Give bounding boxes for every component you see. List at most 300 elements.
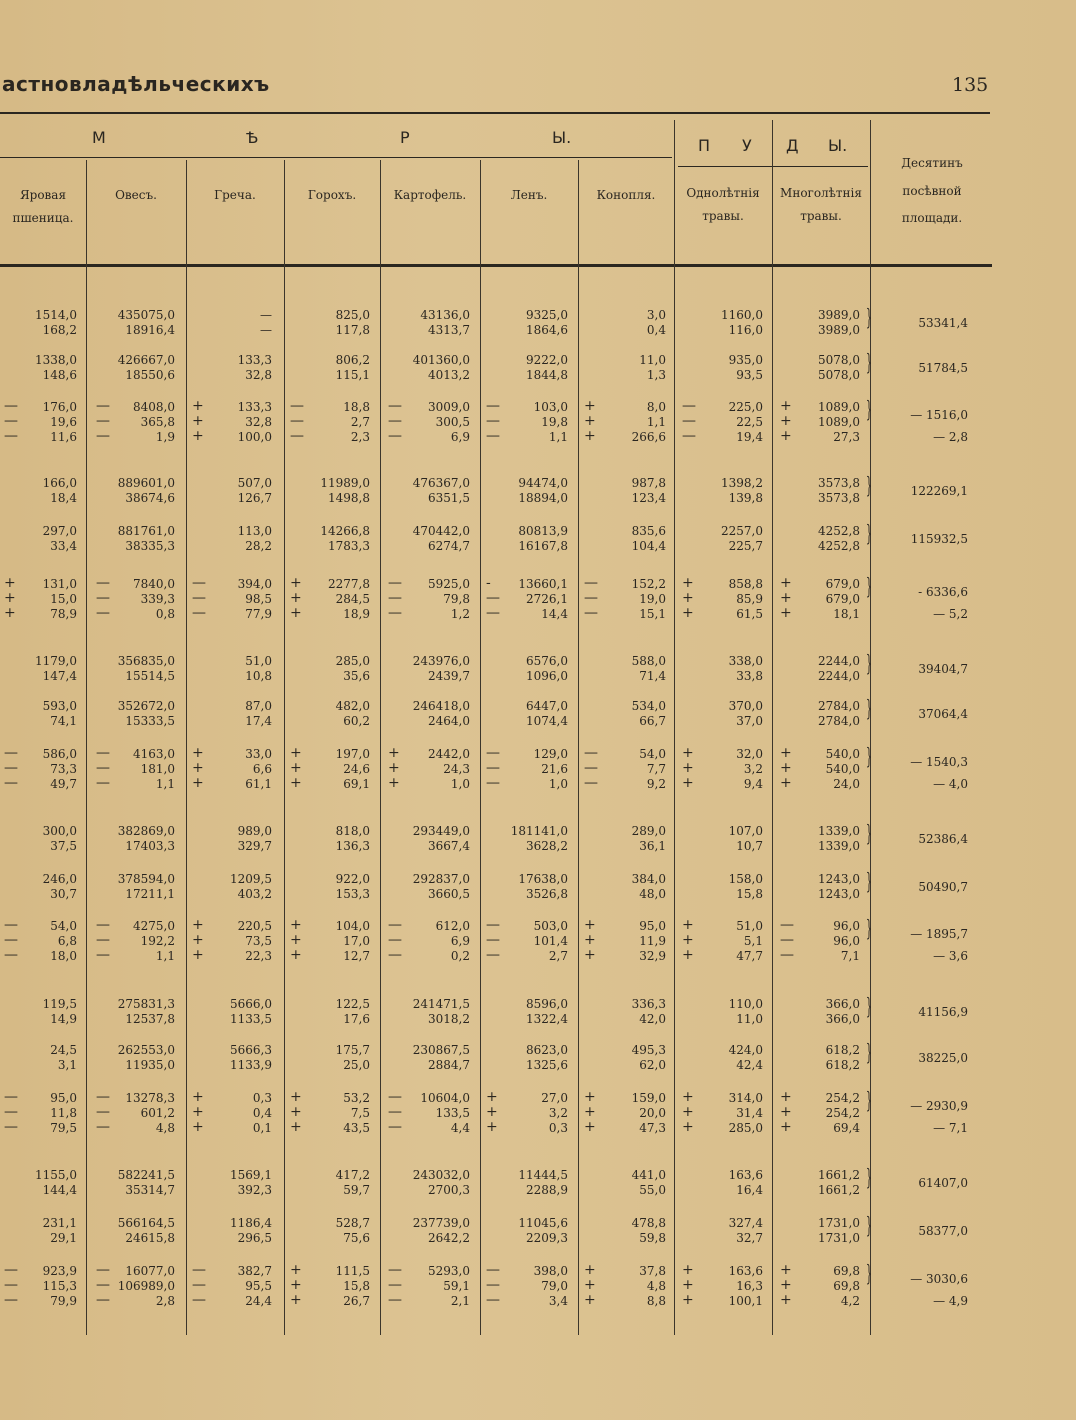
sign-mark: —	[780, 947, 794, 963]
table-cell: 403,2	[237, 887, 272, 901]
table-cell: 18,4	[50, 491, 77, 505]
brace-mark: }	[865, 822, 873, 847]
sign-mark: +	[192, 760, 204, 776]
table-cell: 15333,5	[125, 714, 175, 728]
sign-mark: —	[96, 917, 110, 933]
sign-mark: +	[780, 1262, 792, 1278]
table-cell: 59,8	[639, 1231, 666, 1245]
area-cell: 51784,5	[918, 361, 968, 375]
sign-mark: +	[192, 775, 204, 791]
table-cell: 16,4	[736, 1183, 763, 1197]
table-cell: 1,9	[155, 430, 175, 444]
table-cell: 6,6	[252, 762, 272, 776]
column-header-6: Ленъ.	[510, 188, 548, 202]
sign-mark: +	[584, 1277, 596, 1293]
page-number: 135	[952, 74, 989, 96]
sign-mark: —	[584, 605, 598, 621]
area-cell: — 1540,3	[910, 755, 968, 769]
sign-mark: +	[584, 1262, 596, 1278]
sign-mark: —	[486, 775, 500, 791]
table-cell: 2244,0	[818, 669, 860, 683]
table-cell: 336,3	[631, 997, 666, 1011]
table-cell: 3660,5	[428, 887, 470, 901]
table-cell: 601,2	[140, 1106, 175, 1120]
table-cell: 11,0	[736, 1012, 763, 1026]
area-cell: 61407,0	[918, 1176, 968, 1190]
table-cell: 8623,0	[526, 1043, 568, 1057]
table-cell: 12,7	[343, 949, 370, 963]
sign-mark: —	[192, 575, 206, 591]
table-cell: 825,0	[335, 308, 370, 322]
table-cell: 163,6	[728, 1264, 763, 1278]
brace-mark: }	[865, 1262, 873, 1287]
sign-mark: +	[584, 413, 596, 429]
table-cell: 5666,0	[230, 997, 272, 1011]
sign-mark: +	[682, 1104, 694, 1120]
table-cell: 11,6	[50, 430, 77, 444]
table-cell: 1514,0	[35, 308, 77, 322]
table-cell: 73,5	[245, 934, 272, 948]
sign-mark: +	[4, 590, 16, 606]
table-cell: 1,1	[548, 430, 568, 444]
sign-mark: +	[780, 1292, 792, 1308]
table-cell: 6,9	[450, 430, 470, 444]
table-cell: 1,1	[155, 777, 175, 791]
sign-mark: —	[388, 1104, 402, 1120]
table-cell: 18,1	[833, 607, 860, 621]
table-cell: 923,9	[42, 1264, 77, 1278]
area-cell: — 2930,9	[910, 1099, 968, 1113]
group-header-yat: Ѣ	[246, 128, 259, 147]
table-cell: 33,4	[50, 539, 77, 553]
table-cell: 9222,0	[526, 353, 568, 367]
table-cell: 1,0	[548, 777, 568, 791]
table-cell: 1864,6	[526, 323, 568, 337]
table-cell: 7,7	[646, 762, 666, 776]
sign-mark: +	[780, 428, 792, 444]
table-cell: 17,0	[343, 934, 370, 948]
table-cell: 94474,0	[518, 476, 568, 490]
table-cell: 284,5	[335, 592, 370, 606]
table-cell: 352672,0	[117, 699, 175, 713]
table-cell: 62,0	[639, 1058, 666, 1072]
table-cell: 1339,0	[818, 824, 860, 838]
table-cell: 618,2	[825, 1043, 860, 1057]
sign-mark: +	[682, 760, 694, 776]
table-cell: 147,4	[42, 669, 77, 683]
column-header-9: Многолѣтнія травы.	[780, 186, 862, 223]
table-cell: 426667,0	[117, 353, 175, 367]
poods-header-rule	[678, 166, 868, 167]
table-cell: 66,7	[639, 714, 666, 728]
table-cell: 417,2	[335, 1168, 370, 1182]
table-cell: 15,0	[50, 592, 77, 606]
sign-mark: —	[388, 398, 402, 414]
table-cell: 7,5	[350, 1106, 370, 1120]
table-cell: 22,5	[736, 415, 763, 429]
table-cell: 7,1	[840, 949, 860, 963]
area-cell: — 7,1	[933, 1121, 968, 1135]
table-cell: 262553,0	[117, 1043, 175, 1057]
sign-mark: +	[682, 575, 694, 591]
table-cell: 5666,3	[230, 1043, 272, 1057]
sign-mark: -	[486, 575, 491, 591]
sign-mark: +	[780, 590, 792, 606]
sign-mark: —	[96, 605, 110, 621]
area-cell: 38225,0	[918, 1051, 968, 1065]
sign-mark: +	[486, 1089, 498, 1105]
table-cell: 24,0	[833, 777, 860, 791]
table-cell: 20,0	[639, 1106, 666, 1120]
table-cell: 1661,2	[818, 1168, 860, 1182]
sign-mark: +	[682, 1292, 694, 1308]
sign-mark: +	[780, 1104, 792, 1120]
sign-mark: —	[584, 590, 598, 606]
table-cell: 0,1	[252, 1121, 272, 1135]
table-cell: 31,4	[736, 1106, 763, 1120]
table-cell: 9325,0	[526, 308, 568, 322]
table-cell: 24,4	[245, 1294, 272, 1308]
table-cell: 378594,0	[117, 872, 175, 886]
table-cell: 18,9	[343, 607, 370, 621]
sign-mark: +	[290, 745, 302, 761]
table-cell: 392,3	[237, 1183, 272, 1197]
area-cell: — 3,6	[933, 949, 968, 963]
sign-mark: —	[486, 1277, 500, 1293]
sign-mark: —	[290, 398, 304, 414]
brace-mark: }	[865, 522, 873, 547]
table-cell: 16167,8	[518, 539, 568, 553]
sign-mark: —	[192, 1277, 206, 1293]
table-cell: 6274,7	[428, 539, 470, 553]
sign-mark: +	[192, 398, 204, 414]
table-cell: 59,7	[343, 1183, 370, 1197]
sign-mark: —	[486, 605, 500, 621]
table-cell: 2784,0	[818, 714, 860, 728]
table-cell: 0,8	[155, 607, 175, 621]
column-divider	[870, 120, 871, 1335]
table-cell: 33,8	[736, 669, 763, 683]
table-cell: 3,1	[57, 1058, 77, 1072]
table-cell: 12537,8	[125, 1012, 175, 1026]
sign-mark: —	[584, 775, 598, 791]
sign-mark: —	[96, 590, 110, 606]
table-cell: 1322,4	[526, 1012, 568, 1026]
sign-mark: +	[682, 775, 694, 791]
column-divider	[380, 160, 381, 1335]
poods-header-p: П	[698, 136, 711, 155]
sign-mark: +	[290, 1277, 302, 1293]
table-cell: 588,0	[631, 654, 666, 668]
sign-mark: +	[584, 917, 596, 933]
table-cell: 10604,0	[420, 1091, 470, 1105]
sign-mark: —	[388, 575, 402, 591]
table-cell: 225,7	[728, 539, 763, 553]
table-cell: 15,1	[639, 607, 666, 621]
table-cell: 338,0	[728, 654, 763, 668]
table-cell: 2288,9	[526, 1183, 568, 1197]
sign-mark: —	[388, 947, 402, 963]
table-cell: 60,2	[343, 714, 370, 728]
group-header-rule	[0, 157, 672, 158]
table-cell: 1398,2	[721, 476, 763, 490]
table-cell: 679,0	[825, 577, 860, 591]
table-cell: 4275,0	[133, 919, 175, 933]
table-cell: 11444,5	[518, 1168, 568, 1182]
sign-mark: —	[486, 413, 500, 429]
table-cell: 24,5	[50, 1043, 77, 1057]
table-cell: 61,1	[245, 777, 272, 791]
sign-mark: —	[4, 413, 18, 429]
sign-mark: +	[780, 775, 792, 791]
sign-mark: —	[4, 1089, 18, 1105]
sign-mark: +	[780, 745, 792, 761]
brace-mark: }	[865, 1089, 873, 1114]
column-divider	[772, 120, 773, 1335]
table-cell: 33,0	[245, 747, 272, 761]
table-cell: —	[260, 323, 272, 337]
table-cell: 32,8	[245, 368, 272, 382]
table-cell: 47,7	[736, 949, 763, 963]
area-cell: 52386,4	[918, 832, 968, 846]
sign-mark: —	[192, 1292, 206, 1308]
table-cell: 35314,7	[125, 1183, 175, 1197]
table-cell: 3667,4	[428, 839, 470, 853]
area-cell: — 3030,6	[910, 1272, 968, 1286]
table-cell: 49,7	[50, 777, 77, 791]
table-cell: 80813,9	[518, 524, 568, 538]
table-cell: 503,0	[533, 919, 568, 933]
table-cell: 95,5	[245, 1279, 272, 1293]
table-cell: 11989,0	[320, 476, 370, 490]
group-header-y: Ы.	[552, 128, 572, 147]
table-cell: 1,1	[155, 949, 175, 963]
table-cell: 148,6	[42, 368, 77, 382]
poods-header-y: Ы.	[828, 136, 848, 155]
table-cell: 1339,0	[818, 839, 860, 853]
table-cell: 55,0	[639, 1183, 666, 1197]
sign-mark: +	[780, 575, 792, 591]
table-cell: 73,3	[50, 762, 77, 776]
sign-mark: +	[682, 745, 694, 761]
column-header-10: Десятинъ посѣвной площади.	[901, 156, 963, 226]
brace-mark: }	[865, 398, 873, 423]
table-cell: 25,0	[343, 1058, 370, 1072]
column-header-8: Однолѣтнія травы.	[686, 186, 760, 223]
sign-mark: +	[584, 398, 596, 414]
brace-mark: }	[865, 1041, 873, 1066]
sign-mark: —	[780, 917, 794, 933]
table-cell: 2442,0	[428, 747, 470, 761]
table-cell: 19,6	[50, 415, 77, 429]
table-cell: 101,4	[533, 934, 568, 948]
sign-mark: —	[388, 605, 402, 621]
table-cell: 113,0	[237, 524, 272, 538]
area-cell: 53341,4	[918, 316, 968, 330]
sign-mark: —	[96, 575, 110, 591]
column-divider	[674, 120, 675, 1335]
table-cell: 123,4	[631, 491, 666, 505]
column-divider	[578, 160, 579, 1335]
table-cell: 2,3	[350, 430, 370, 444]
sign-mark: —	[486, 760, 500, 776]
table-cell: 36,1	[639, 839, 666, 853]
sign-mark: —	[96, 1277, 110, 1293]
brace-mark: }	[865, 474, 873, 499]
table-cell: 176,0	[42, 400, 77, 414]
table-cell: 476367,0	[412, 476, 470, 490]
area-cell: 122269,1	[910, 484, 968, 498]
table-cell: 35,6	[343, 669, 370, 683]
table-cell: 300,0	[42, 824, 77, 838]
sign-mark: —	[682, 428, 696, 444]
table-cell: 435075,0	[117, 308, 175, 322]
table-cell: 18,8	[343, 400, 370, 414]
sign-mark: +	[290, 1292, 302, 1308]
table-cell: 989,0	[237, 824, 272, 838]
table-cell: 115,1	[335, 368, 370, 382]
column-header-3: Греча.	[214, 188, 256, 202]
sign-mark: +	[780, 1119, 792, 1135]
table-cell: 37,8	[639, 1264, 666, 1278]
table-cell: 384,0	[631, 872, 666, 886]
sign-mark: +	[290, 917, 302, 933]
table-cell: 158,0	[728, 872, 763, 886]
table-cell: 586,0	[42, 747, 77, 761]
table-cell: 246418,0	[412, 699, 470, 713]
table-cell: 2257,0	[721, 524, 763, 538]
table-cell: 54,0	[639, 747, 666, 761]
table-cell: 1133,5	[230, 1012, 272, 1026]
sign-mark: +	[780, 398, 792, 414]
area-cell: — 1516,0	[910, 408, 968, 422]
table-cell: 2,1	[450, 1294, 470, 1308]
table-cell: 17,4	[245, 714, 272, 728]
table-cell: 237739,0	[412, 1216, 470, 1230]
table-cell: 7840,0	[133, 577, 175, 591]
sign-mark: —	[4, 1104, 18, 1120]
sign-mark: +	[192, 428, 204, 444]
sign-mark: +	[192, 947, 204, 963]
table-cell: 339,3	[140, 592, 175, 606]
sign-mark: —	[4, 947, 18, 963]
table-cell: 296,5	[237, 1231, 272, 1245]
sign-mark: —	[4, 760, 18, 776]
table-cell: 75,6	[343, 1231, 370, 1245]
table-cell: 1661,2	[818, 1183, 860, 1197]
table-cell: 32,8	[245, 415, 272, 429]
brace-mark: }	[865, 870, 873, 895]
table-cell: 3573,8	[818, 476, 860, 490]
table-cell: 26,7	[343, 1294, 370, 1308]
table-cell: 15,8	[343, 1279, 370, 1293]
table-cell: 15514,5	[125, 669, 175, 683]
table-cell: 71,4	[639, 669, 666, 683]
area-cell: 115932,5	[910, 532, 968, 546]
table-cell: 482,0	[335, 699, 370, 713]
table-cell: 96,0	[833, 919, 860, 933]
table-cell: 19,8	[541, 415, 568, 429]
sign-mark: +	[584, 1104, 596, 1120]
table-cell: 441,0	[631, 1168, 666, 1182]
sign-mark: +	[584, 1292, 596, 1308]
table-cell: 2,7	[350, 415, 370, 429]
table-cell: 292837,0	[412, 872, 470, 886]
table-cell: 254,2	[825, 1091, 860, 1105]
sign-mark: —	[96, 760, 110, 776]
table-cell: 230867,5	[412, 1043, 470, 1057]
sign-mark: —	[192, 605, 206, 621]
table-cell: 6447,0	[526, 699, 568, 713]
table-cell: 111,5	[335, 1264, 370, 1278]
sign-mark: +	[682, 1277, 694, 1293]
table-cell: 5293,0	[428, 1264, 470, 1278]
sign-mark: —	[4, 1262, 18, 1278]
table-cell: 2464,0	[428, 714, 470, 728]
table-cell: 382869,0	[117, 824, 175, 838]
sign-mark: +	[290, 1104, 302, 1120]
column-header-5: Картофель.	[393, 188, 467, 202]
table-cell: 51,0	[245, 654, 272, 668]
table-cell: 3,2	[743, 762, 763, 776]
table-cell: 1569,1	[230, 1168, 272, 1182]
table-cell: 163,6	[728, 1168, 763, 1182]
table-cell: 59,1	[443, 1279, 470, 1293]
table-cell: 2700,3	[428, 1183, 470, 1197]
table-cell: 566164,5	[117, 1216, 175, 1230]
table-cell: 37,5	[50, 839, 77, 853]
column-header-7: Конопля.	[596, 188, 656, 202]
sign-mark: +	[290, 932, 302, 948]
sign-mark: —	[486, 398, 500, 414]
sign-mark: +	[388, 745, 400, 761]
sign-mark: —	[486, 745, 500, 761]
table-cell: 1243,0	[818, 872, 860, 886]
table-cell: 806,2	[335, 353, 370, 367]
column-divider	[86, 160, 87, 1335]
sign-mark: —	[388, 1262, 402, 1278]
area-cell: 41156,9	[918, 1005, 968, 1019]
table-cell: 2726,1	[526, 592, 568, 606]
area-cell: 58377,0	[918, 1224, 968, 1238]
table-cell: 54,0	[50, 919, 77, 933]
table-cell: 79,8	[443, 592, 470, 606]
table-cell: 889601,0	[117, 476, 175, 490]
table-cell: 69,4	[833, 1121, 860, 1135]
sign-mark: —	[192, 1262, 206, 1278]
table-cell: 100,0	[237, 430, 272, 444]
area-cell: — 4,9	[933, 1294, 968, 1308]
table-cell: 4,2	[840, 1294, 860, 1308]
table-cell: 19,4	[736, 430, 763, 444]
table-cell: 5078,0	[818, 368, 860, 382]
table-cell: 11935,0	[125, 1058, 175, 1072]
group-header-r: Р	[400, 128, 410, 147]
sign-mark: —	[4, 917, 18, 933]
table-cell: 8596,0	[526, 997, 568, 1011]
table-cell: 618,2	[825, 1058, 860, 1072]
table-cell: 1096,0	[526, 669, 568, 683]
table-cell: 3009,0	[428, 400, 470, 414]
table-cell: 818,0	[335, 824, 370, 838]
table-cell: 106989,0	[117, 1279, 175, 1293]
group-header-m: М	[92, 128, 106, 147]
table-cell: 14,4	[541, 607, 568, 621]
table-cell: 679,0	[825, 592, 860, 606]
table-cell: 11,0	[639, 353, 666, 367]
sign-mark: +	[290, 590, 302, 606]
sign-mark: —	[96, 947, 110, 963]
